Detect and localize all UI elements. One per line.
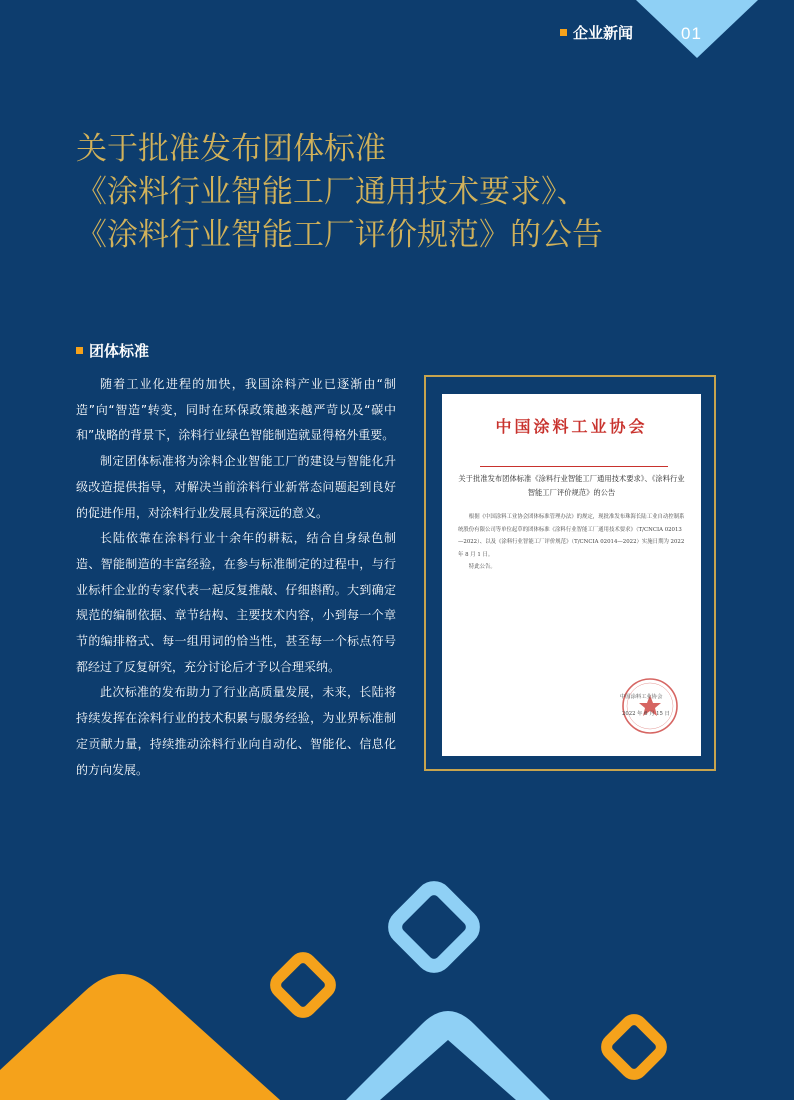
section-heading [76, 340, 149, 361]
document-date: 2022 年 6 月 15 日 [622, 711, 670, 717]
section-label-text: 企业新闻 [573, 24, 634, 42]
article-body [76, 372, 396, 783]
official-seal-stamp [620, 676, 680, 736]
document-paragraph: 特此公告。 [468, 564, 496, 571]
announcement-document-image [442, 394, 701, 756]
paragraph: 此次标准的发布助力了行业高质量发展，未来，长陆将持续发挥在涂料行业的技术积累与服务经验，为业界标准制定贡献力量，持续推动涂料行业向自动化、智能化、信息化的方向发展。 [76, 685, 396, 777]
paragraph: 长陆依靠在涂料行业十余年的耕耘，结合自身绿色制造、智能制造的丰富经验，在参与标准制定的过程中，与行业标杆企业的专家代表一起反复推敲、仔细斟酌。大到确定规范的编制依据、章节结构、主要技术内容，小到每一个章节的编排格式、每一组用词的恰当性，甚至每一个标点符号都经过了反复研究，充分讨论后才予以合理采纳。 [76, 531, 396, 674]
document-divider [480, 466, 668, 467]
orange-square-icon [560, 29, 567, 36]
document-org-header: 中国涂料工业协会 [495, 417, 648, 436]
orange-arc-decoration [0, 974, 280, 1100]
blue-diamond-outline-large [390, 883, 478, 971]
document-title: 关于批准发布团体标准《涂料行业智能工厂通用技术要求》、《涂料行业智能工厂评价规范》的公告 [458, 474, 685, 497]
orange-diamond-outline-small [272, 954, 334, 1016]
paragraph: 随着工业化进程的加快，我国涂料产业已逐渐由“制造”向“智造”转变，同时在环保政策越来越严苛以及“碳中和”战略的背景下，涂料行业绿色智能制造就显得格外重要。 [76, 377, 396, 443]
page-title [76, 128, 716, 257]
title-line-2: 《涂料行业智能工厂通用技术要求》、 [76, 174, 588, 210]
title-line-1: 关于批准发布团体标准 [76, 131, 386, 167]
section-label [560, 22, 633, 43]
orange-diamond-outline-right [603, 1016, 665, 1078]
document-signer: 中国涂料工业协会 [620, 694, 663, 700]
blue-arc-decoration [346, 1011, 550, 1100]
section-heading-text: 团体标准 [89, 342, 150, 360]
title-line-3: 《涂料行业智能工厂评价规范》的公告 [76, 217, 603, 253]
document-body [458, 511, 685, 574]
orange-square-icon [76, 347, 83, 354]
page-number: 01 [681, 24, 702, 43]
paragraph: 制定团体标准将为涂料企业智能工厂的建设与智能化升级改造提供指导，对解决当前涂料行业新常态问题起到良好的促进作用，对涂料行业发展具有深远的意义。 [76, 454, 396, 520]
document-paragraph: 根据《中国涂料工业协会团体标准管理办法》的规定，现批准发布珠海长陆工业自动控制系统股份有限公司等单位起草的团体标准《涂料行业智能工厂通用技术要求》（T/CNCIA 02013—2022）、以及《涂料行业智能工厂评价规范》（T/CNCIA 02014—2022）实施日期为 2022 年 8 月 1 日。 [458, 514, 685, 558]
